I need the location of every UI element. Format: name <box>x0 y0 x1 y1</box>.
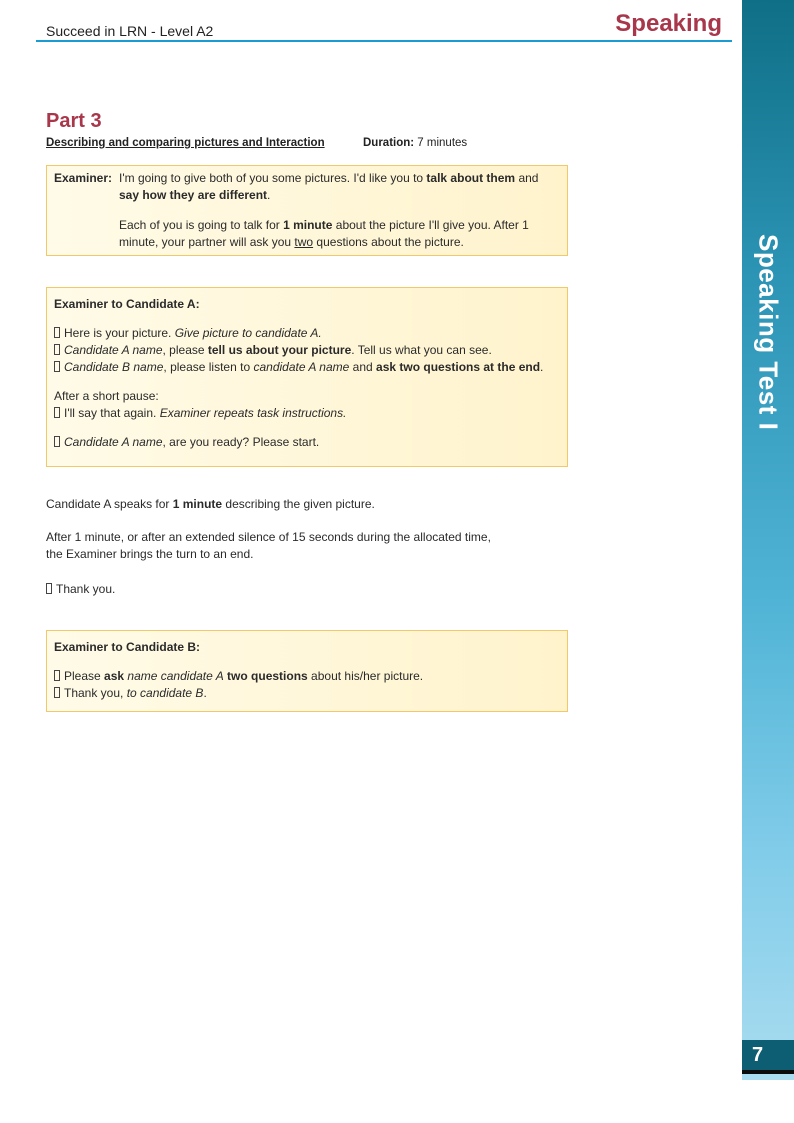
page-number-rule <box>742 1070 794 1074</box>
bold-text: ask two questions at the end <box>376 360 541 374</box>
bold-text: say how they are different <box>119 188 268 202</box>
body-paragraph-2 <box>46 529 491 563</box>
text: questions about the picture. <box>313 235 464 249</box>
instruction-line <box>54 325 559 342</box>
missing-glyph-box-icon <box>54 361 60 372</box>
duration <box>363 137 467 149</box>
text: Please <box>64 669 105 683</box>
text: . <box>203 686 207 700</box>
examiner-paragraph-1 <box>119 170 559 204</box>
italic-text: name candidate A <box>127 669 224 683</box>
pause-text: After a short pause: <box>54 389 159 403</box>
examiner-text <box>119 170 559 264</box>
italic-text: Candidate A name <box>64 343 163 357</box>
duration-value: 7 minutes <box>414 137 468 149</box>
body-paragraph-3 <box>46 581 115 598</box>
candidate-b-lines <box>54 668 559 702</box>
page-number-box <box>742 1040 794 1074</box>
text: After 1 minute, or after an extended silence of 15 seconds during the allocated time, <box>46 530 491 544</box>
missing-glyph-box-icon <box>54 687 60 698</box>
part-title: Part 3 <box>46 110 102 132</box>
side-band <box>742 0 794 1080</box>
examiner-instructions-box <box>46 165 568 256</box>
italic-text: to candidate B <box>126 686 204 700</box>
text: Each of you is going to talk for <box>119 218 284 232</box>
text: , please listen to <box>163 360 254 374</box>
text: Thank you. <box>56 582 116 596</box>
italic-text: Candidate B name <box>64 360 164 374</box>
text: , are you ready? Please start. <box>162 435 320 449</box>
missing-glyph-box-icon <box>54 327 60 338</box>
missing-glyph-box-icon <box>46 583 52 594</box>
side-title: Speaking Test I <box>753 233 784 430</box>
instruction-line <box>54 342 559 359</box>
text: about his/her picture. <box>307 669 424 683</box>
part-subtitle: Describing and comparing pictures and Interaction <box>46 137 325 149</box>
bold-text: 1 minute <box>172 497 223 511</box>
text: Thank you, <box>64 686 127 700</box>
text: the Examiner brings the turn to an end. <box>46 547 254 561</box>
underlined-text: two <box>294 235 314 249</box>
text: Candidate A speaks for <box>46 497 173 511</box>
missing-glyph-box-icon <box>54 670 60 681</box>
text: , please <box>162 343 208 357</box>
duration-label: Duration: <box>363 137 415 149</box>
side-title-wrap <box>742 0 794 430</box>
page-number: 7 <box>752 1044 764 1066</box>
text: about the picture I'll give you. After 1 minute, your partner will ask you <box>119 218 529 249</box>
text: I'm going to give both of you some pictures. I'd like you to <box>119 171 427 185</box>
instruction-line <box>54 359 559 376</box>
instruction-line <box>54 685 559 702</box>
text: and <box>515 171 539 185</box>
italic-text: Candidate A name <box>64 435 163 449</box>
instruction-line <box>54 668 559 685</box>
missing-glyph-box-icon <box>54 436 60 447</box>
text: . <box>540 360 544 374</box>
text: I'll say that again. <box>64 406 160 420</box>
text: . <box>267 188 271 202</box>
header-rule <box>36 40 732 42</box>
examiner-label: Examiner: <box>54 171 113 185</box>
text: describing the given picture. <box>222 497 375 511</box>
missing-glyph-box-icon <box>54 407 60 418</box>
italic-text: candidate A name <box>253 360 350 374</box>
missing-glyph-box-icon <box>54 344 60 355</box>
text: Here is your picture. <box>64 326 175 340</box>
candidate-b-heading: Examiner to Candidate B: <box>54 640 201 654</box>
candidate-a-heading: Examiner to Candidate A: <box>54 297 200 311</box>
header-section-title: Speaking <box>615 10 722 37</box>
instruction-line <box>54 434 559 451</box>
bold-text: two questions <box>227 669 308 683</box>
bold-text: tell us about your picture <box>207 343 352 357</box>
candidate-b-box <box>46 630 568 712</box>
body-paragraph-1 <box>46 496 375 513</box>
bold-text: talk about them <box>426 171 516 185</box>
text: . Tell us what you can see. <box>351 343 492 357</box>
candidate-a-lines <box>54 325 559 376</box>
candidate-a-box <box>46 287 568 467</box>
text: and <box>349 360 377 374</box>
candidate-a-pause <box>54 388 559 422</box>
header-book-title: Succeed in LRN - Level A2 <box>46 23 214 39</box>
instruction-line <box>54 405 559 422</box>
italic-text: Give picture to candidate A. <box>174 326 322 340</box>
bold-text: 1 minute <box>283 218 333 232</box>
italic-text: Examiner repeats task instructions. <box>159 406 347 420</box>
candidate-a-start <box>54 434 559 451</box>
bold-text: ask <box>104 669 125 683</box>
examiner-paragraph-2 <box>119 217 559 251</box>
